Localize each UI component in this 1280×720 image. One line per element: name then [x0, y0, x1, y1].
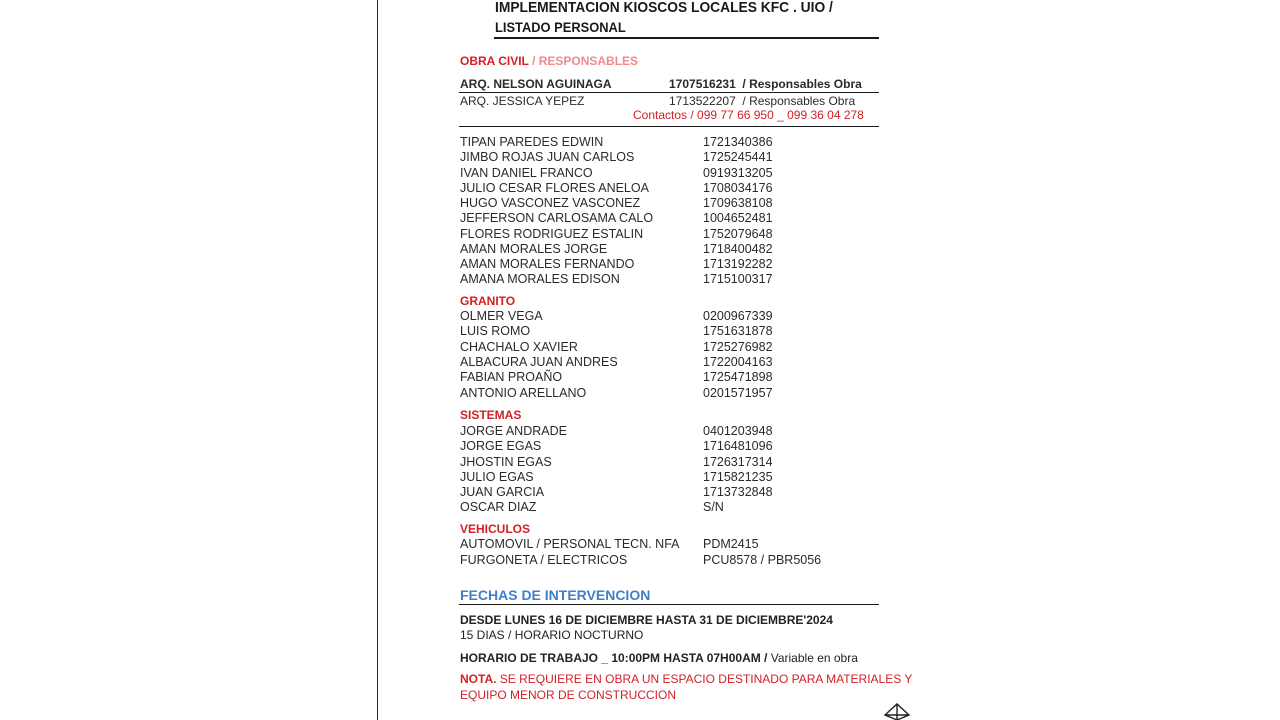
personal-row — [460, 500, 880, 515]
personal-row — [460, 135, 880, 150]
personal-row — [460, 424, 880, 439]
personal-row-name: FABIAN PROAÑO — [460, 370, 563, 385]
responsable-id: 1707516231 — [669, 77, 736, 91]
horario-label: HORARIO DE TRABAJO _ 10:00PM HASTA 07H00AM / — [460, 651, 771, 665]
personal-row-id: 0919313205 — [703, 165, 773, 180]
personal-row-id: 1713192282 — [703, 257, 773, 271]
responsable-id-role — [669, 77, 862, 91]
responsable-role: / Responsables Obra — [742, 94, 856, 108]
section-heading-fechas: FECHAS DE INTERVENCION — [460, 587, 651, 603]
nota-text: SE REQUIERE EN OBRA UN ESPACIO DESTINADO PARA MATERIALES Y — [496, 672, 913, 686]
personal-row-id: 1725245441 — [703, 150, 773, 165]
personal-row — [460, 340, 880, 355]
personal-row — [460, 227, 880, 242]
personal-row-id: 1721340386 — [703, 135, 773, 149]
personal-row-name: JORGE EGAS — [460, 439, 542, 454]
personal-row-name: IVAN DANIEL FRANCO — [460, 165, 593, 180]
personal-row — [460, 386, 880, 401]
personal-row-name: JUAN GARCIA — [460, 485, 545, 499]
personal-row — [460, 181, 880, 196]
personal-row — [460, 257, 880, 272]
personal-row-id: 1725276982 — [703, 339, 773, 354]
personal-row-name: ANTONIO ARELLANO — [460, 385, 587, 400]
personal-row — [460, 242, 880, 257]
fechas-duration: 15 DIAS / HORARIO NOCTURNO — [460, 628, 644, 642]
personal-row-name: JIMBO ROJAS JUAN CARLOS — [460, 150, 635, 165]
section-heading-vehiculos: VEHICULOS — [460, 522, 531, 536]
personal-row-name: CHACHALO XAVIER — [460, 339, 578, 354]
personal-row-id: 1709638108 — [703, 196, 773, 210]
personal-row-id: 1004652481 — [703, 211, 773, 226]
horario-line — [460, 651, 858, 665]
personal-row — [460, 272, 880, 287]
vehicle-row-name: FURGONETA / ELECTRICOS — [460, 552, 628, 567]
responsable-name: ARQ. JESSICA YEPEZ — [460, 94, 585, 108]
responsable-id-role — [669, 94, 855, 108]
personal-row-name: ALBACURA JUAN ANDRES — [460, 354, 618, 369]
responsables-label: RESPONSABLES — [538, 54, 639, 68]
responsable-row — [460, 77, 880, 92]
personal-row-name: LUIS ROMO — [460, 324, 531, 339]
title-underline — [494, 37, 879, 39]
personal-row-id: 1716481096 — [703, 439, 773, 454]
responsable-id: 1713522207 — [669, 94, 736, 108]
personal-row — [460, 355, 880, 370]
personal-row — [460, 166, 880, 181]
contactos-line: Contactos / 099 77 66 950 _ 099 36 04 278 — [633, 108, 864, 122]
personal-row-name: AMAN MORALES FERNANDO — [460, 257, 635, 271]
personal-row — [460, 211, 880, 226]
slide-border — [377, 0, 378, 720]
personal-row — [460, 196, 880, 211]
vehicle-row — [460, 537, 880, 552]
nota-line-1 — [460, 672, 912, 686]
fechas-range: DESDE LUNES 16 DE DICIEMBRE HASTA 31 DE DICIEMBRE'2024 — [460, 613, 833, 627]
personal-row-id: 1715100317 — [703, 272, 773, 287]
responsable-role: / Responsables Obra — [742, 77, 862, 91]
personal-row — [460, 309, 880, 324]
personal-row-id: 1713732848 — [703, 485, 773, 499]
cube-outline-icon — [882, 701, 912, 720]
nota-label: NOTA. — [460, 672, 497, 686]
personal-row-id: 0200967339 — [703, 309, 773, 323]
personal-row-id: S/N — [703, 500, 724, 515]
personal-row-name: JORGE ANDRADE — [460, 424, 567, 438]
personal-row-id: 1726317314 — [703, 454, 773, 469]
obra-civil-label: OBRA CIVIL — [460, 54, 529, 68]
personal-row-id: 1715821235 — [703, 469, 773, 484]
vehicle-row — [460, 553, 880, 568]
vehicle-row-id: PDM2415 — [703, 537, 759, 551]
responsable-name: ARQ. NELSON AGUINAGA — [460, 77, 612, 91]
vehicle-row-name: AUTOMOVIL / PERSONAL TECN. NFA — [460, 537, 680, 551]
personal-row-name: HUGO VASCONEZ VASCONEZ — [460, 196, 641, 210]
personal-row — [460, 150, 880, 165]
personal-row-id: 1718400482 — [703, 241, 773, 256]
responsables-divider — [459, 92, 879, 93]
personal-row-id: 1722004163 — [703, 354, 773, 369]
personal-row — [460, 370, 880, 385]
page-title-line-2: LISTADO PERSONAL — [495, 19, 626, 35]
personal-row-name: FLORES RODRIGUEZ ESTALIN — [460, 226, 644, 241]
personal-row-id: 1725471898 — [703, 370, 773, 385]
fechas-divider — [459, 604, 879, 605]
personal-row-name: TIPAN PAREDES EDWIN — [460, 135, 604, 149]
personal-row-name: JULIO CESAR FLORES ANELOA — [460, 180, 649, 195]
personal-row — [460, 324, 880, 339]
nota-line-2: EQUIPO MENOR DE CONSTRUCCION — [460, 688, 677, 702]
personal-row — [460, 455, 880, 470]
section-heading-granito: GRANITO — [460, 294, 516, 308]
personal-row — [460, 470, 880, 485]
personal-row-id: 1752079648 — [703, 226, 773, 241]
personal-row-name: JULIO EGAS — [460, 469, 534, 484]
contactos-divider — [459, 126, 879, 127]
personal-row-id: 0401203948 — [703, 424, 773, 438]
personal-row-name: AMANA MORALES EDISON — [460, 272, 620, 287]
personal-row-id: 0201571957 — [703, 385, 773, 400]
heading-separator: / — [528, 54, 539, 68]
personal-row-name: JHOSTIN EGAS — [460, 454, 552, 469]
section-heading-obra-civil — [460, 54, 638, 68]
personal-row-name: JEFFERSON CARLOSAMA CALO — [460, 211, 654, 226]
personal-row — [460, 485, 880, 500]
personal-row — [460, 439, 880, 454]
personal-row-id: 1751631878 — [703, 324, 773, 339]
section-heading-sistemas: SISTEMAS — [460, 408, 522, 422]
page-title-line-1: IMPLEMENTACION KIOSCOS LOCALES KFC . UIO / — [495, 0, 833, 16]
vehicle-row-id: PCU8578 / PBR5056 — [703, 552, 822, 567]
personal-row-name: AMAN MORALES JORGE — [460, 241, 608, 256]
personal-row-name: OLMER VEGA — [460, 309, 543, 323]
personal-row-name: OSCAR DIAZ — [460, 500, 537, 515]
personal-row-id: 1708034176 — [703, 180, 773, 195]
responsable-row — [460, 94, 880, 109]
horario-note: Variable en obra — [770, 651, 858, 665]
